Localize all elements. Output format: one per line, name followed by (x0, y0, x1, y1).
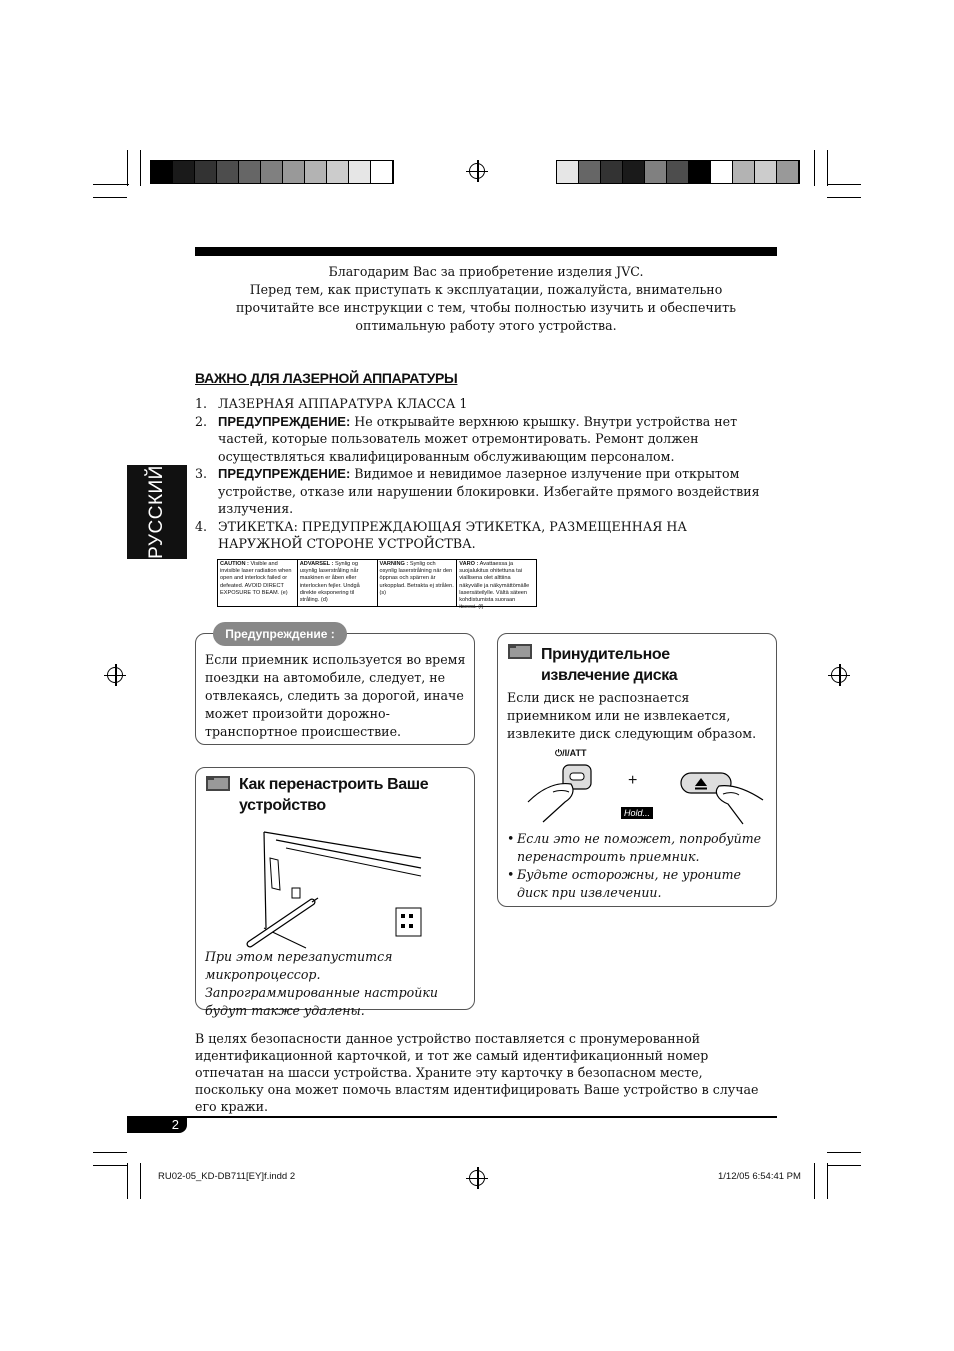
warning-pill: Предупреждение : (213, 622, 347, 646)
intro-line-1: Благодарим Вас за приобретение изделия JVC. (328, 264, 644, 279)
footer-timestamp: 1/12/05 6:54:41 PM (718, 1171, 801, 1182)
color-swatch (667, 161, 689, 183)
eject-box (497, 633, 777, 907)
anti-theft-paragraph: В целях безопасности данное устройство поставляется с пронумерованной идентификационной карточкой, и тот же самый идентификационный номер отпечатан на шасси устройства. Храните эту карточку в безопасном месте, поскольку она может помочь властям идентифицировать Ваше устройство в случае его кражи. (195, 1031, 759, 1114)
list-item: • Если это не поможет, попробуйте перенастроить приемник. (507, 831, 762, 864)
hold-badge: Hold... (621, 807, 653, 819)
label-cell: ADVARSEL : Synlig og usynlig laserstråling når maskinen er åben eller interlocken fejler. Undgå direkte eksponering til stråling. (d) (298, 560, 378, 606)
eject-bullets (507, 830, 769, 902)
color-swatch (579, 161, 601, 183)
laser-list (195, 395, 765, 553)
footer-file-info: RU02-05_KD-DB711[EY]f.indd 2 (158, 1171, 296, 1182)
color-swatch (777, 161, 799, 183)
warning-label: ПРЕДУПРЕЖДЕНИЕ: (218, 466, 351, 481)
language-tab (127, 465, 187, 559)
color-swatch (755, 161, 777, 183)
eject-illustration (523, 762, 763, 832)
page-number: 2 (127, 1117, 187, 1133)
header-rule (195, 247, 777, 256)
section-heading: ВАЖНО ДЛЯ ЛАЗЕРНОЙ АППАРАТУРЫ (195, 370, 458, 386)
label-cell: VARNING : Synlig och osynlig laserstrålning när den öppnas och spärren är urkopplad. Betrakta ej strålen. (s) (378, 560, 458, 606)
list-item: 4. ЭТИКЕТКА: ПРЕДУПРЕЖДАЮЩАЯ ЭТИКЕТКА, РАЗМЕЩЕННАЯ НА НАРУЖНОЙ СТОРОНЕ УСТРОЙСТВА. (195, 518, 687, 551)
list-item: 1. ЛАЗЕРНАЯ АППАРАТУРА КЛАССА 1 (195, 396, 468, 411)
label-cell: VARO : Avattaessa ja suojalukitus ohitettuna tai viallisena olet alttiina näkyvälle ja näkymättömälle lasersäteilylle. Vältä säteen kohdistumista suoraan itseesi. (f) (459, 561, 530, 611)
eject-title: Принудительное извлечение диска (541, 646, 678, 684)
registration-mark-icon (107, 667, 123, 683)
registration-mark-icon (831, 667, 847, 683)
laser-warning-label (217, 559, 537, 611)
color-swatch (557, 161, 579, 183)
reset-note: При этом перезапустится микропроцессор. Запрограммированные настройки будут также удалены. (205, 949, 439, 1018)
color-swatch (623, 161, 645, 183)
reset-title: Как перенастроить Ваше устройство (239, 776, 429, 814)
reset-box (195, 767, 475, 1018)
plus-sign: + (628, 772, 638, 789)
color-swatch (733, 161, 755, 183)
warning-label: ПРЕДУПРЕЖДЕНИЕ: (218, 413, 351, 429)
warning-box (195, 633, 475, 745)
color-swatch (645, 161, 667, 183)
color-swatch (195, 161, 217, 183)
color-swatch (349, 161, 371, 183)
color-swatch (601, 161, 623, 183)
list-item: • Будьте осторожны, не уроните диск при извлечении. (507, 867, 741, 900)
warning-text: Если приемник используется во время поездки на автомобиле, следует, не отвлекаясь, следить за дорогой, иначе может произойти дорожно-транспортное происшествие. (205, 652, 466, 739)
registration-mark-icon (469, 163, 485, 179)
color-swatch (711, 161, 733, 183)
color-swatch (305, 161, 327, 183)
color-swatch (371, 161, 393, 183)
registration-mark-icon (469, 1170, 485, 1186)
color-swatch (239, 161, 261, 183)
color-swatch (327, 161, 349, 183)
list-item: 2. ПРЕДУПРЕЖДЕНИЕ: Не открывайте верхнюю крышку. Внутри устройства нет частей, которые пользователь может отремонтировать. Ремонт должен осуществляться квалифицированным обслуживающим персоналом. (195, 413, 738, 464)
color-swatch (689, 161, 711, 183)
label-cell: CAUTION : Visible and invisible laser radiation when open and interlock failed or defeated. AVOID DIRECT EXPOSURE TO BEAM. (e) (218, 560, 298, 606)
power-button-label: ⏻/I/ATT (555, 748, 587, 758)
list-item: 3. ПРЕДУПРЕЖДЕНИЕ: Видимое и невидимое лазерное излучение при открытом устройстве, отказе или нарушении блокировки. Избегайте прямого воздействия излучения. (195, 466, 760, 516)
footer-rule (127, 1116, 777, 1118)
section-marker-icon (206, 776, 230, 791)
eject-instructions: Если диск не распознается приемником или не извлекается, извлеките диск следующим образом. (507, 690, 757, 741)
color-calibration-bar-right (556, 160, 800, 184)
color-swatch (151, 161, 173, 183)
language-tab-label: РУССКИЙ (146, 465, 167, 559)
intro-line-2: Перед тем, как приступать к эксплуатации, пожалуйста, внимательно прочитайте все инструкции с тем, чтобы полностью изучить и обеспечить оптимальную работу этого устройства. (236, 282, 736, 333)
color-swatch (217, 161, 239, 183)
color-calibration-bar-left (150, 160, 394, 184)
color-swatch (283, 161, 305, 183)
section-marker-icon (508, 644, 532, 659)
color-swatch (261, 161, 283, 183)
reset-illustration (246, 828, 426, 948)
color-swatch (173, 161, 195, 183)
